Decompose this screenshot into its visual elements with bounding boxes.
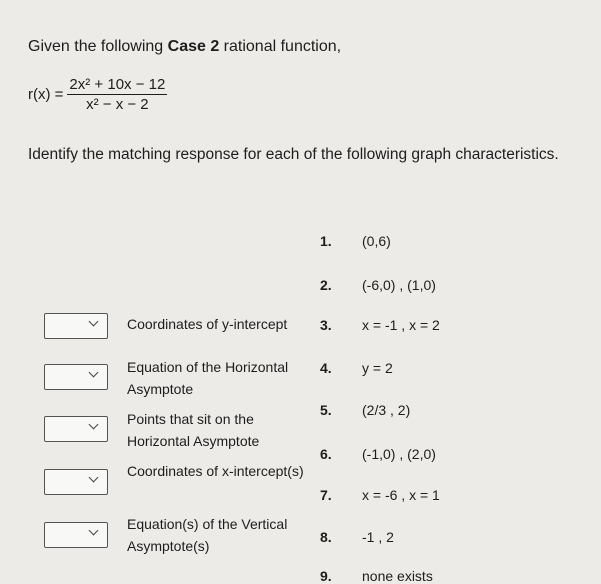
- option-text: x = -1 , x = 2: [362, 317, 440, 333]
- option-number: 7.: [320, 487, 332, 503]
- chevron-down-icon: [89, 473, 99, 483]
- option-number: 5.: [320, 402, 332, 418]
- option-number: 8.: [320, 529, 332, 545]
- option-7: [320, 487, 440, 503]
- option-6: [320, 446, 436, 462]
- function-lhs: r(x) =: [28, 86, 64, 103]
- option-8: [320, 529, 394, 545]
- option-text: none exists: [362, 568, 433, 584]
- question-label-x-intercepts: Coordinates of x-intercept(s): [127, 463, 304, 479]
- answer-select-points-on-ha[interactable]: [44, 416, 108, 442]
- option-number: 6.: [320, 446, 332, 462]
- instruction-text: Identify the matching response for each of the following graph characteristics.: [28, 146, 559, 163]
- option-number: 1.: [320, 233, 332, 249]
- question-label-horizontal-asymptote: Equation of the Horizontal Asymptote: [127, 359, 289, 397]
- option-text: (0,6): [362, 233, 391, 249]
- question-label-points-on-ha: Points that sit on the Horizontal Asymptote: [127, 411, 260, 449]
- answer-select-y-intercept[interactable]: [44, 313, 108, 339]
- function-fraction: [67, 76, 167, 113]
- answer-select-x-intercepts[interactable]: [44, 469, 108, 495]
- option-number: 4.: [320, 360, 332, 376]
- option-5: [320, 402, 410, 418]
- rational-function: [28, 76, 167, 113]
- option-number: 3.: [320, 317, 332, 333]
- option-text: y = 2: [362, 360, 393, 376]
- chevron-down-icon: [89, 317, 99, 327]
- function-denominator: x² − x − 2: [86, 96, 149, 113]
- question-label-y-intercept: Coordinates of y-intercept: [127, 316, 288, 332]
- option-text: (-6,0) , (1,0): [362, 277, 436, 293]
- question-label-vertical-asymptotes: Equation(s) of the Vertical Asymptote(s): [127, 516, 288, 554]
- answer-select-horizontal-asymptote[interactable]: [44, 364, 108, 390]
- chevron-down-icon: [89, 526, 99, 536]
- option-9: [320, 568, 433, 584]
- chevron-down-icon: [89, 420, 99, 430]
- intro-text: Given the following Case 2 rational function,: [28, 38, 342, 55]
- option-text: (-1,0) , (2,0): [362, 446, 436, 462]
- answer-select-vertical-asymptotes[interactable]: [44, 522, 108, 548]
- option-2: [320, 277, 436, 293]
- option-text: -1 , 2: [362, 529, 394, 545]
- option-text: x = -6 , x = 1: [362, 487, 440, 503]
- option-text: (2/3 , 2): [362, 402, 411, 418]
- chevron-down-icon: [89, 368, 99, 378]
- option-4: [320, 360, 393, 376]
- option-3: [320, 317, 440, 333]
- option-1: [320, 233, 391, 249]
- option-number: 9.: [320, 568, 332, 584]
- option-number: 2.: [320, 277, 332, 293]
- function-numerator: 2x² + 10x − 12: [69, 76, 166, 93]
